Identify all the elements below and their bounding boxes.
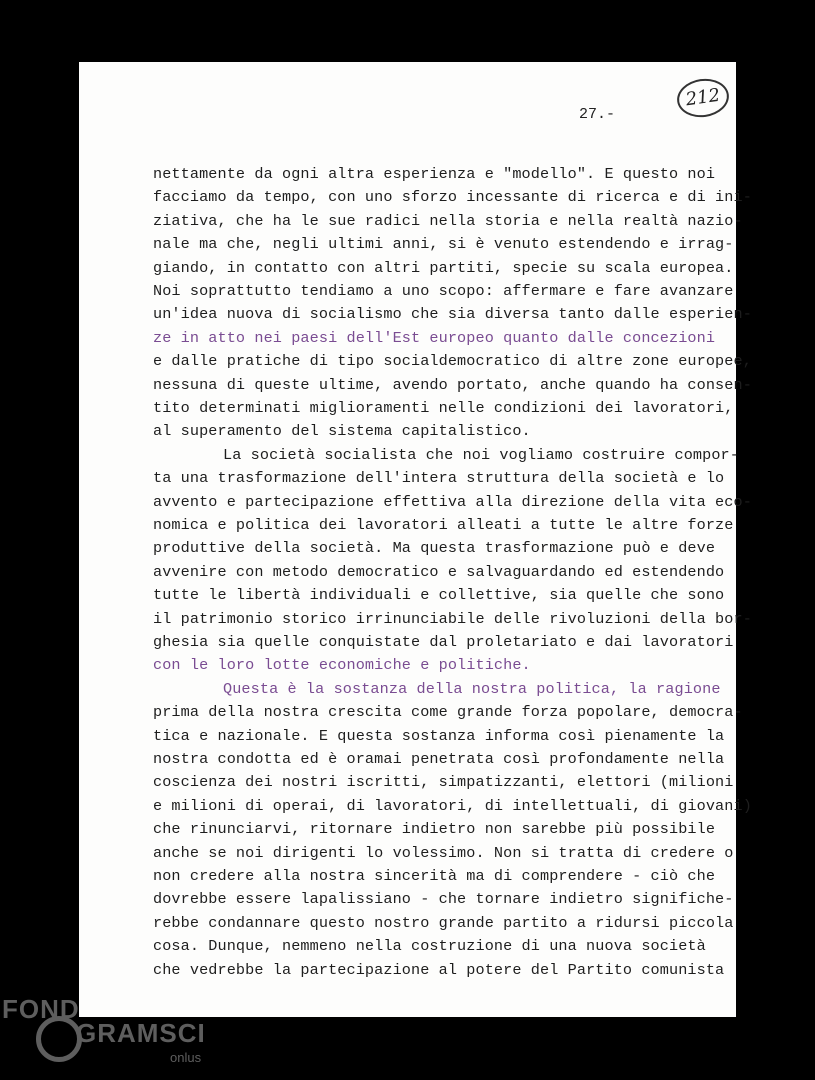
archive-number-stamp: 212 xyxy=(675,76,732,121)
text-line: ziativa, che ha le sue radici nella storia e nella realtà nazio- xyxy=(153,211,743,230)
text-line: La società socialista che noi vogliamo costruire compor- xyxy=(223,445,739,464)
text-line: ta una trasformazione dell'intera struttura della società e lo xyxy=(153,469,725,488)
text-line: prima della nostra crescita come grande forza popolare, democra- xyxy=(153,703,743,722)
text-line: avvenire con metodo democratico e salvaguardando ed estendendo xyxy=(153,562,725,581)
text-line: nessuna di queste ultime, avendo portato, anche quando ha consen- xyxy=(153,375,752,394)
text-line: avvento e partecipazione effettiva alla direzione della vita eco- xyxy=(153,492,752,511)
text-line: facciamo da tempo, con uno sforzo incessante di ricerca e di ini- xyxy=(153,188,752,207)
text-line: tito determinati miglioramenti nelle condizioni dei lavoratori, xyxy=(153,399,734,417)
text-line: che rinunciarvi, ritornare indietro non sarebbe più possibile xyxy=(153,820,716,839)
text-line: giando, in contatto con altri partiti, specie su scala europea. xyxy=(153,258,734,277)
text-line: cosa. Dunque, nemmeno nella costruzione di una nuova società xyxy=(153,937,706,956)
fondazione-gramsci-watermark xyxy=(0,990,230,1080)
watermark-text-top: FOND xyxy=(2,994,80,1024)
text-line: con le loro lotte economiche e politiche. xyxy=(153,656,531,675)
text-line: nostra condotta ed è oramai penetrata così profondamente nella xyxy=(153,750,725,768)
text-line: che vedrebbe la partecipazione al potere del Partito comunista xyxy=(153,960,725,979)
text-line: dovrebbe essere lapalissiano - che tornare indietro significhe- xyxy=(153,890,734,909)
text-line: tica e nazionale. E questa sostanza informa così pienamente la xyxy=(153,726,725,745)
text-line: ghesia sia quelle conquistate dal proletariato e dai lavoratori xyxy=(153,633,734,651)
watermark-text-main: GRAMSCI xyxy=(76,1018,206,1048)
text-line: un'idea nuova di socialismo che sia diversa tanto dalle esperien- xyxy=(153,305,752,324)
text-line: e dalle pratiche di tipo socialdemocratico di altre zone europee, xyxy=(153,352,752,371)
text-line: anche se noi dirigenti lo volessimo. Non si tratta di credere o xyxy=(153,843,734,862)
text-line: tutte le libertà individuali e collettive, sia quelle che sono xyxy=(153,586,725,605)
text-line: produttive della società. Ma questa trasformazione può e deve xyxy=(153,539,716,558)
text-line: coscienza dei nostri iscritti, simpatizzanti, elettori (milioni xyxy=(153,773,734,792)
text-line: e milioni di operai, di lavoratori, di intellettuali, di giovani) xyxy=(153,796,752,815)
watermark-text-sub: onlus xyxy=(170,1050,202,1065)
text-line: al superamento del sistema capitalistico. xyxy=(153,422,531,441)
text-line: il patrimonio storico irrinunciabile delle rivoluzioni della bor- xyxy=(153,609,752,628)
text-line: Questa è la sostanza della nostra politica, la ragione xyxy=(223,679,721,698)
document-page xyxy=(79,62,752,1017)
text-line: Noi soprattutto tendiamo a uno scopo: affermare e fare avanzare xyxy=(153,282,734,300)
text-line: nale ma che, negli ultimi anni, si è venuto estendendo e irrag- xyxy=(153,235,734,254)
text-line: non credere alla nostra sincerità ma di comprendere - ciò che xyxy=(153,867,716,885)
text-line: nettamente da ogni altra esperienza e "modello". E questo noi xyxy=(153,165,716,183)
text-line: nomica e politica dei lavoratori alleati a tutte le altre forze xyxy=(153,516,734,534)
page-number: 27.- xyxy=(579,106,616,123)
text-line: rebbe condannare questo nostro grande partito a ridursi piccola xyxy=(153,913,734,932)
text-line: ze in atto nei paesi dell'Est europeo quanto dalle concezioni xyxy=(153,328,716,347)
